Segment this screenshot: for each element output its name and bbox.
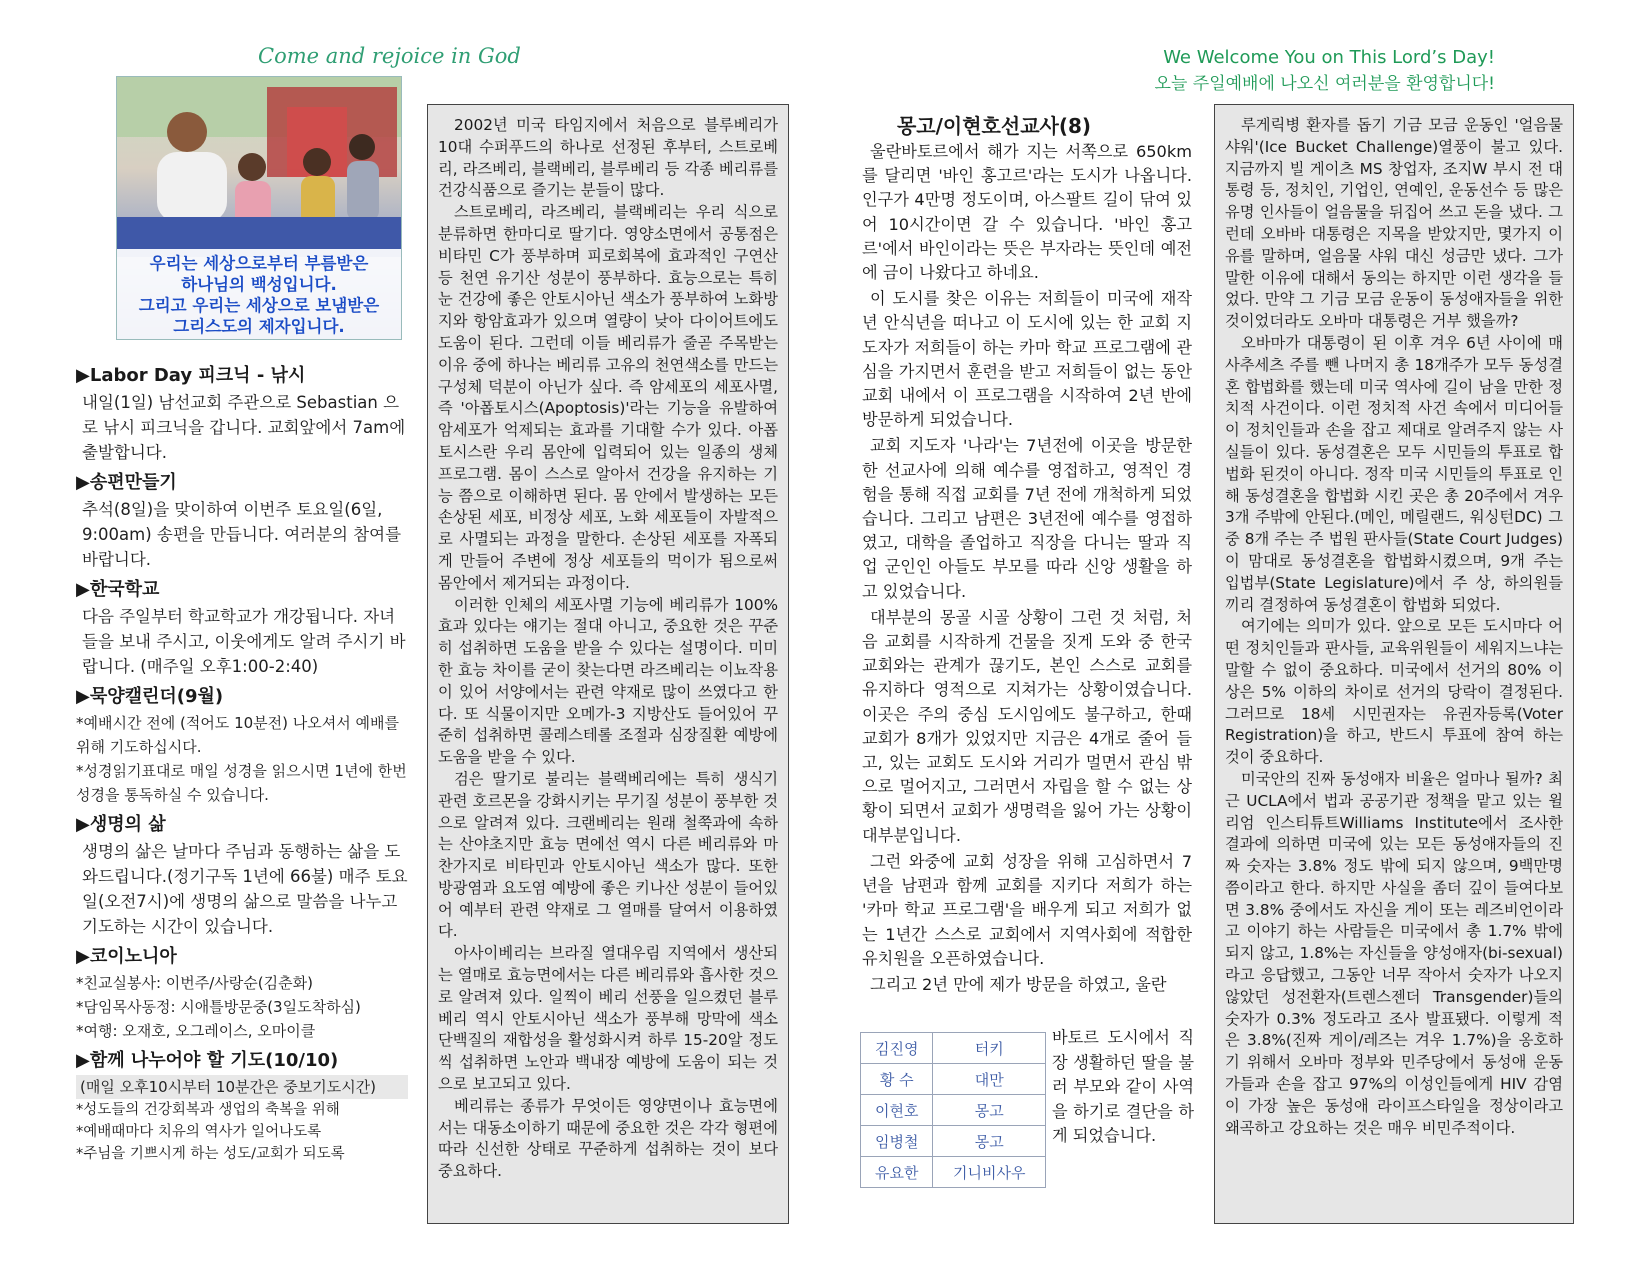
announcement-item: *담임목사동정: 시애틀방문중(3일도착하심) [76,998,361,1016]
announcement-item: *주님을 기쁘시게 하는 성도/교회가 되도록 [76,1146,345,1162]
article-paragraph: 교회 지도자 '나라'는 7년전에 이곳을 방문한 한 선교사에 의해 예수를 영접하고, 영적인 경험을 통해 직접 교회를 7년 전에 개척하게 되었습니다. 그리고 남편은 3년전에 예수를 영접하였고, 대학을 졸업하고 직장을 다니는 딸과 직업 군인인 아들도 부모를 따라 신앙 생활을 하고 있었습니다. [862,436,1192,601]
article-paragraph: 그리고 2년 만에 제가 방문을 하였고, 울란 [870,974,1167,994]
announcement-item: *예배때마다 치유의 역사가 일어나도록 [76,1124,322,1140]
berry-paragraph: 2002년 미국 타임지에서 처음으로 블루베리가 10대 수퍼푸드의 하나로 선정된 후부터, 스트로베리, 라즈베리, 블랙베리, 블루베리 등 각종 베리류를 건강식품으로 즐기는 분들이 많다. [438,116,778,200]
tagline: Come and rejoice in God [258,44,521,68]
missionary-country: 몽고 [933,1126,1046,1157]
announcement-labor-day [76,362,408,465]
photo-illustration [117,77,401,257]
announcement-item: *친교실봉사: 이번주/사랑순(김춘화) [76,974,313,992]
table-row [861,1126,1046,1157]
table-row [861,1033,1046,1064]
announcement-body: 생명의 삶은 날마다 주님과 동행하는 삶을 도와드립니다.(정기구독 1년에 66불) 매주 토요일(오전7시)에 생명의 삶으로 말씀을 나누고 기도하는 시간이 있습니다. [82,842,408,936]
table-row [861,1064,1046,1095]
announcement-body: 추석(8일)을 맞이하여 이번주 토요일(6일, 9:00am) 송편을 만듭니다. 여러분의 참여를 바랍니다. [82,500,402,569]
announcement-item: *여행: 오재호, 오그레이스, 오마이클 [76,1022,316,1040]
missionary-article [862,140,1192,999]
announcement-title: ▶코이노니아 [76,946,177,967]
announcement-title: ▶함께 나누어야 할 기도(10/10) [76,1050,339,1071]
prayer-time-note: (매일 오후10시부터 10분간은 중보기도시간) [76,1075,408,1099]
article-title: 몽고/이현호선교사(8) [896,114,1092,138]
missionary-name: 임병철 [861,1126,933,1157]
missionary-country: 기니비사우 [933,1157,1046,1188]
missionary-name: 이현호 [861,1095,933,1126]
announcement-item: *성도들의 건강회복과 생업의 축복을 위해 [76,1102,340,1118]
article-tail: 바토르 도시에서 직장 생활하던 딸을 불러 부모와 같이 사역을 하기로 결단을 하게 되었습니다. [1052,1028,1194,1145]
article-paragraph: 그런 와중에 교회 성장을 위해 고심하면서 7년을 남편과 함께 교회를 지키다 저희가 하는 '카마 학교 프로그램'을 배우게 되고 저희가 없는 1년간 스스로 교회에서 지역사회에 적합한 유치원을 오픈하였습니다. [862,851,1192,968]
article-paragraph: 대부분의 몽골 시골 상황이 그런 것 처럼, 처음 교회를 시작하게 건물을 짓게 도와 중 한국 교회와는 관계가 끊기도, 본인 스스로 교회를 유지하다 영적으로 지쳐가는 상황이였습니다. 이곳은 주의 중심 도시임에도 불구하고, 한때 교회가 8개가 있었지만 지금은 4개로 줄어 들고, 있는 교회도 도시와 거리가 멀면서 관심 밖으로 멀어지고, 그러면서 자립을 할 수 없는 상황이 되면서 교회가 생명력을 잃어 가는 상황이 대부분입니다. [862,607,1192,845]
berry-paragraph: 아사이베리는 브라질 열대우림 지역에서 생산되는 열매로 효능면에서는 다른 베리류와 흡사한 것으로 알려져 있다. 일찍이 베리 선풍을 일으켰던 블루베리 역시 안토시아닌 색소가 풍부해 망막에 색소 단백질의 재합성을 활성화시켜 하루 15-20알 정도씩 섭취하면 노안과 백내장 예방에 도움이 되는 것으로 보고되고 있다. [438,944,778,1094]
article-paragraph: 울란바토르에서 해가 지는 서쪽으로 650km를 달리면 '바인 홍고르'라는 도시가 나옵니다. 인구가 4만명 정도이며, 아스팔트 길이 닦여 있어 10시간이면 갈 수 있습니다. '바인 홍고르'에서 바인이라는 뜻은 부자라는 뜻인데 예전에 금이 나왔다고 하네요. [862,142,1192,283]
missionary-name: 황 수 [861,1064,933,1095]
commentary-paragraph: 여기에는 의미가 있다. 앞으로 모든 도시마다 어떤 정치인들과 판사들, 교육위원들이 세워지느냐는 말할 수 없이 중요하다. 미국에서 선거의 80% 이상은 5% 이하의 차이로 선거의 당락이 결정된다. 그러므로 18세 시민권자는 유권자등록(Voter Registration)을 하고, 반드시 투표에 참여 하는 것이 중요하다. [1225,617,1563,767]
commentary-paragraph: 루게릭병 환자를 돕기 기금 모금 운동인 '얼음물 샤워'(Ice Bucket Challenge)열풍이 불고 있다. 지금까지 빌 게이츠 MS 창업자, 조지W 부시 전 대통령 등, 정치인, 기업인, 연예인, 운동선수 등 많은 유명 인사들이 얼음물을 뒤집어 쓰고 돈을 냈다. 그런데 오바바 대통령은 지목을 받았지만, 몇가지 이유를 말하며, 얼음물 샤워 대신 성금만 냈다. 그가 말한 이유에 대해서 동의는 하지만 이런 생각을 들었다. 만약 그 기금 모금 운동이 동성애자들을 위한 것이었더라도 오바마 대통령은 거부 했을까? [1225,116,1563,331]
missionary-country: 터키 [933,1033,1046,1064]
missionary-name: 유요한 [861,1157,933,1188]
welcome-english: We Welcome You on This Lord’s Day! [1163,47,1495,68]
announcement-koinonia [76,943,408,1043]
announcement-body: 내일(1일) 남선교회 주관으로 Sebastian 으로 낚시 피크닉을 갑니다. 교회앞에서 7am에 출발합니다. [82,393,406,462]
welcome-korean: 오늘 주일예배에 나오신 여러분을 환영합니다! [1154,74,1495,94]
missionary-name: 김진영 [861,1033,933,1064]
announcement-title: ▶한국학교 [76,579,160,600]
announcement-life-of-life [76,811,408,939]
announcement-prayer [76,1047,408,1165]
berry-paragraph: 스트로베리, 라즈베리, 블랙베리는 우리 식으로 분류하면 한마디로 딸기다. 영양소면에서 공통점은 비타민 C가 풍부하며 피로회복에 효과적인 구연산 등 천연 유기산 성분이 풍부하다. 효능으로는 특히 눈 건강에 좋은 안토시아닌 색소가 풍부하여 노화방지와 항암효과가 있으며 열량이 낮아 다이어트에도 도움이 된다. 그런데 이들 베리류가 줄곧 주목받는 이유 중에 하나는 베리류 고유의 천연색소를 만드는 구성체 덕분이 아닌가 싶다. 즉 암세포의 세포사멸, 즉 '아폽토시스(Apoptosis)'라는 기능을 유발하여 암세포가 억제되는 효과를 기대할 수가 있다. 아폽토시스란 우리 몸안에 입력되어 있는 일종의 생체 프로그램. 몸이 스스로 알아서 건강을 유지하는 기능 쯤으로 이해하면 된다. 몸 안에서 발생하는 모든 손상된 세포, 비정상 세포, 노화 세포들이 자발적으로 사멸되는 과정을 말한다. 손상된 세포를 자폭되게 만들어 주변에 정상 세포들의 먹이가 됨으로써 몸안에서 제거되는 과정이다. [438,203,778,592]
family-photo [116,76,402,340]
article-paragraph: 이 도시를 찾은 이유는 저희들이 미국에 재작년 안식년을 떠나고 이 도시에 있는 한 교회 지도자가 저희들이 하는 카마 학교 프로그램에 관심을 가지면서 훈련을 받고 저희들이 없는 동안 교회 내에서 이 프로그램을 시작하여 2년 반에 방문하게 되었습니다. [862,289,1192,430]
berry-paragraph: 검은 딸기로 불리는 블랙베리에는 특히 생식기 관련 호르몬을 강화시키는 무기질 성분이 풍부한 것으로 알려져 있다. 크랜베리는 원래 철쭉과에 속하는 산야초지만 효능 면에선 역시 다른 베리류와 마찬가지로 비타민과 안토시아닌 색소가 많다. 또한 방광염과 요도염 예방에 좋은 키나산 성분이 들어있어 예부터 관련 약재로 그 열매를 달여서 이용하였다. [438,769,778,941]
announcement-title: ▶묵양캘린더(9월) [76,686,224,707]
announcement-pastoral-calendar [76,683,408,807]
commentary-paragraph: 미국안의 진짜 동성애자 비율은 얼마나 될까? 최근 UCLA에서 법과 공공기관 정책을 맡고 있는 윌리엄 인스티튜트Williams Institute에서 조사한 결과에 의하면 미국에 있는 모든 동성애자들의 진짜 숫자는 3.8% 정도 밖에 되지 않으며, 9백만명쯤이라고 한다. 하지만 사실을 좀더 깊이 들여다보면 3.8% 중에서도 자신을 게이 또는 레즈비언이라고 이야기 하는 사람들은 미국에서 총 1.7% 밖에 되지 않고, 1.8%는 자신들을 양성애자(bi-sexual)라고 응답했고, 그동안 너무 작아서 숫자가 나오지 않았던 성전환자(트렌스젠더 Transgender)들의 숫자가 0.3% 정도라고 조사 발표됐다. 이렇게 적은 3.8%(진짜 게이/레즈는 겨우 1.7%)을 옹호하기 위해서 오바마 정부와 민주당에서 동성애 운동가들과 손을 잡고 97%의 이성인들에게 HIV 감염이 가장 높은 동성애 라이프스타일을 정상이라고 왜곡하고 강요하는 것은 매우 비민주적이다. [1225,769,1563,1137]
missionary-country: 몽고 [933,1095,1046,1126]
caption-line: 우리는 세상으로부터 부름받은 [149,254,369,273]
commentary-box [1214,104,1574,1224]
photo-caption [117,249,401,339]
announcement-item: *예배시간 전에 (적어도 10분전) 나오셔서 예배를 위해 기도하십시다. [76,714,399,756]
announcement-title: ▶Labor Day 피크닉 - 낚시 [76,365,306,386]
caption-line: 하나님의 백성입니다. [181,275,337,294]
missionary-table [860,1032,1046,1188]
announcement-title: ▶생명의 삶 [76,814,166,835]
announcement-songpyeon [76,469,408,572]
announcements-column [76,360,408,1165]
caption-line: 그리스도의 제자입니다. [173,317,345,336]
berry-article-box [427,104,789,1224]
announcement-item: *성경읽기표대로 매일 성경을 읽으시면 1년에 한번 성경을 통독하실 수 있습니다. [76,762,407,804]
berry-paragraph: 베리류는 종류가 무엇이든 영양면이나 효능면에서는 대동소이하기 때문에 중요한 것은 각각 형편에 따라 신선한 상태로 꾸준하게 섭취하는 것이 보다 중요하다. [438,1096,778,1181]
missionary-country: 대만 [933,1064,1046,1095]
announcement-korean-school [76,576,408,679]
berry-paragraph: 이러한 인체의 세포사멸 기능에 베리류가 100% 효과 있다는 얘기는 절대 아니고, 중요한 것은 꾸준히 섭취하면 도움을 받을 수 있다는 설명이다. 미미한 효능 차이를 굳이 찾는다면 라즈베리는 이뇨작용이 있어 서양에서는 관련 약재로 많이 쓰였다고 한다. 또 식물이지만 오메가-3 지방산도 들어있어 꾸준히 섭취하면 콜레스테롤 조절과 심장질환 예방에 도움을 받을 수 있다. [438,595,778,767]
announcement-title: ▶송편만들기 [76,472,177,493]
table-row [861,1157,1046,1188]
table-row [861,1095,1046,1126]
caption-line: 그리고 우리는 세상으로 보냄받은 [138,296,380,315]
announcement-body: 다음 주일부터 학교학교가 개강됩니다. 자녀들을 보내 주시고, 이웃에게도 알려 주시기 바랍니다. (매주일 오후1:00-2:40) [82,607,406,676]
commentary-paragraph: 오바마가 대통령이 된 이후 겨우 6년 사이에 매사추세츠 주를 뺀 나머지 총 18개주가 모두 동성결혼 합법화를 했는데 미국 역사에 길이 남을 만한 정치적 사건이다. 이런 정치적 사건 속에서 미디어들이 정치인들과 손을 잡고 제대로 알려주지 않는 사실들이 있다. 동성결혼은 모두 시민들의 투표로 합법화 된것이 아니다. 정작 미국 시민들의 투표로 인해 동성결혼을 합법화 시킨 곳은 총 20주에서 겨우 3개 주밖에 안된다.(메인, 메릴랜드, 워싱턴DC) 그중 8개 주는 주 법원 판사들(State Court Judges)이 맘대로 동성결혼을 합법화시켰으며, 9개 주는 입법부(State Legislature)에서 주 상, 하의원들끼리 결정하여 동성결혼이 합법화 되었다. [1225,333,1563,614]
